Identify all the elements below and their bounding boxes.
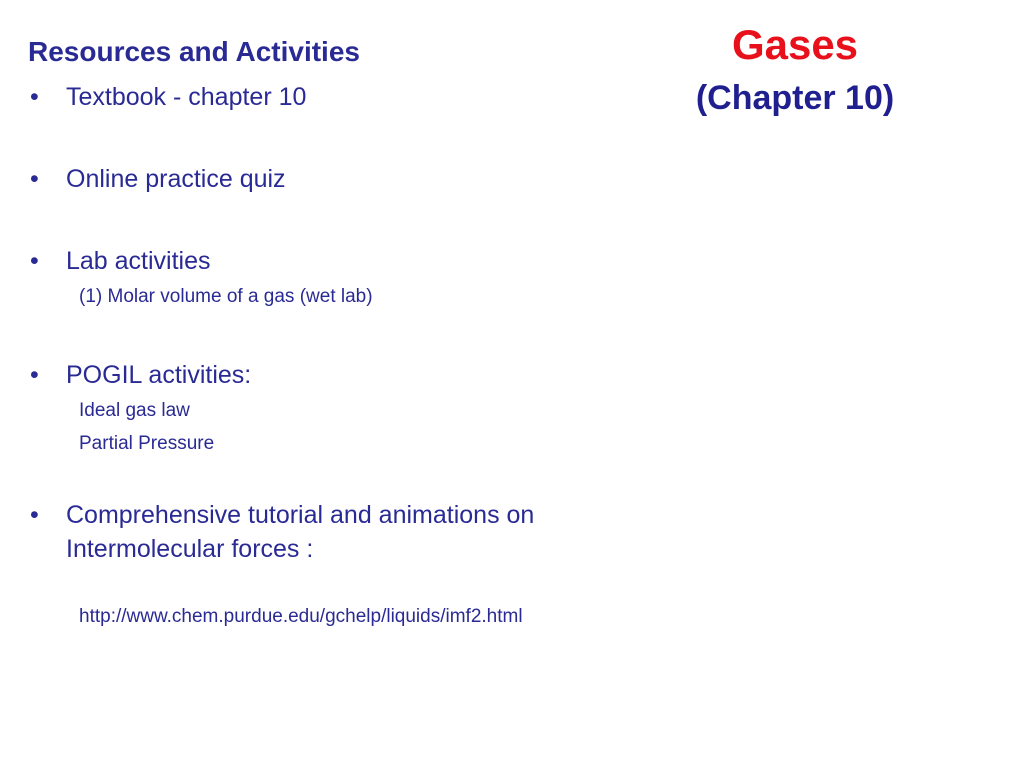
list-item-text: Textbook - chapter 10 [66, 83, 307, 111]
section-heading: Resources and Activities [28, 36, 360, 67]
list-item-text: Lab activities [66, 247, 211, 275]
list-item-text: Online practice quiz [66, 165, 286, 193]
list-item-textbook [30, 80, 626, 114]
sub-item: (1) Molar volume of a gas (wet lab) [79, 286, 373, 307]
list-item-pogil [30, 358, 626, 392]
bullet-icon: • [30, 165, 39, 193]
sub-item: Ideal gas law [79, 400, 190, 421]
slide-title: Gases [731, 21, 859, 68]
list-item-text: POGIL activities: [66, 361, 252, 389]
bullet-icon: • [30, 83, 39, 111]
bullet-icon: • [30, 247, 39, 275]
list-item-text: Comprehensive tutorial and animations on Intermolecular forces : [66, 501, 535, 563]
sub-item: Partial Pressure [79, 433, 215, 454]
list-item-lab [30, 244, 626, 278]
bullet-icon: • [30, 501, 39, 529]
list-item-tutorial [30, 498, 626, 566]
slide-subtitle: (Chapter 10) [695, 79, 895, 117]
resource-link[interactable]: http://www.chem.purdue.edu/gchelp/liquids/imf2.html [79, 606, 523, 627]
list-item-quiz [30, 162, 626, 196]
bullet-icon: • [30, 361, 39, 389]
